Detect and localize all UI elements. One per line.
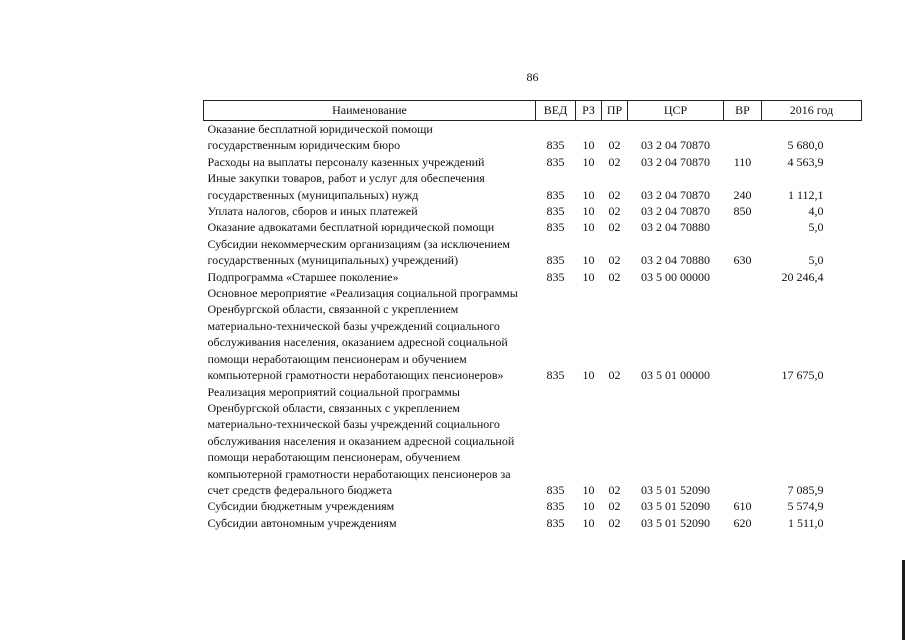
name-line: государственных (муниципальных) учреждений) xyxy=(207,253,459,268)
page-number: 86 xyxy=(526,70,539,84)
cell-year: 5,0 xyxy=(808,253,824,268)
cell-vr: 620 xyxy=(733,515,752,530)
header-row xyxy=(204,101,862,121)
cell-rz: 10 xyxy=(582,154,595,169)
cell-name xyxy=(204,203,536,219)
cell-vr: 110 xyxy=(733,154,752,169)
name-line: материально-технической базы учреждений социального xyxy=(207,318,500,333)
cell-pr: 02 xyxy=(608,220,621,235)
cell-ved: 835 xyxy=(546,515,565,530)
table-row xyxy=(204,203,862,219)
cell-ved: 835 xyxy=(546,499,565,514)
name-line: государственным юридическим бюро xyxy=(207,138,401,153)
cell-vr xyxy=(724,269,762,285)
cell-year: 1 112,1 xyxy=(787,187,824,202)
cell-ved: 835 xyxy=(546,269,565,284)
cell-csr: 03 2 04 70870 xyxy=(641,204,710,219)
name-line: Иные закупки товаров, работ и услуг для обеспечения xyxy=(207,171,485,186)
cell-name xyxy=(204,170,536,203)
header-rz: РЗ xyxy=(576,101,602,121)
cell-csr: 03 5 01 52090 xyxy=(641,482,710,497)
cell-vr xyxy=(724,121,762,154)
header-vr: ВР xyxy=(724,101,762,121)
cell-year: 5 680,0 xyxy=(787,138,824,153)
cell-csr: 03 2 04 70870 xyxy=(641,138,710,153)
cell-csr: 03 2 04 70880 xyxy=(641,253,710,268)
cell-vr: 610 xyxy=(733,499,752,514)
cell-pr: 02 xyxy=(608,187,621,202)
cell-vr xyxy=(724,219,762,235)
cell-csr: 03 5 01 00000 xyxy=(641,368,710,383)
cell-rz: 10 xyxy=(582,368,595,383)
table-row xyxy=(204,498,862,514)
cell-ved: 835 xyxy=(546,253,565,268)
name-line: Реализация мероприятий социальной программы xyxy=(207,384,460,399)
name-line: материально-технической базы учреждений социального xyxy=(207,417,500,432)
cell-pr: 02 xyxy=(608,269,621,284)
name-line: Расходы на выплаты персоналу казенных учреждений xyxy=(207,154,485,169)
cell-csr: 03 5 00 00000 xyxy=(641,269,710,284)
name-line: Оренбургской области, связанной с укреплением xyxy=(207,302,459,317)
cell-ved: 835 xyxy=(546,204,565,219)
name-line: Оренбургской области, связанных с укреплением xyxy=(207,400,460,415)
header-pr: ПР xyxy=(602,101,628,121)
cell-name xyxy=(204,269,536,285)
table-row xyxy=(204,285,862,383)
cell-csr: 03 5 01 52090 xyxy=(641,499,710,514)
name-line: Основное мероприятие «Реализация социальной программы xyxy=(207,286,518,301)
name-line: компьютерной грамотности неработающих пенсионеров за xyxy=(207,466,511,481)
cell-year: 5,0 xyxy=(808,220,824,235)
name-line: государственных (муниципальных) нужд xyxy=(207,187,419,202)
name-line: Подпрограмма «Старшее поколение» xyxy=(207,269,399,284)
cell-pr: 02 xyxy=(608,515,621,530)
cell-pr: 02 xyxy=(608,154,621,169)
header-csr: ЦСР xyxy=(628,101,724,121)
cell-ved: 835 xyxy=(546,154,565,169)
header-name: Наименование xyxy=(204,101,536,121)
budget-table xyxy=(203,100,862,531)
cell-pr: 02 xyxy=(608,138,621,153)
cell-year: 5 574,9 xyxy=(787,499,824,514)
cell-pr: 02 xyxy=(608,482,621,497)
cell-year: 4,0 xyxy=(808,204,824,219)
cell-rz: 10 xyxy=(582,482,595,497)
cell-ved: 835 xyxy=(546,482,565,497)
cell-year: 17 675,0 xyxy=(781,368,824,383)
cell-csr: 03 2 04 70880 xyxy=(641,220,710,235)
cell-rz: 10 xyxy=(582,269,595,284)
cell-ved: 835 xyxy=(546,368,565,383)
cell-ved: 835 xyxy=(546,220,565,235)
cell-vr xyxy=(724,384,762,499)
cell-year: 4 563,9 xyxy=(787,154,824,169)
cell-rz: 10 xyxy=(582,138,595,153)
cell-year: 7 085,9 xyxy=(787,482,824,497)
name-line: Оказание бесплатной юридической помощи xyxy=(207,122,433,136)
cell-csr: 03 2 04 70870 xyxy=(641,154,710,169)
cell-csr: 03 5 01 52090 xyxy=(641,515,710,530)
cell-rz: 10 xyxy=(582,187,595,202)
cell-pr: 02 xyxy=(608,368,621,383)
name-line: счет средств федерального бюджета xyxy=(207,482,393,497)
table-row xyxy=(204,121,862,154)
header-ved: ВЕД xyxy=(536,101,576,121)
cell-year: 1 511,0 xyxy=(787,515,824,530)
table-row xyxy=(204,170,862,203)
cell-name xyxy=(204,285,536,383)
table-row xyxy=(204,154,862,170)
cell-pr: 02 xyxy=(608,499,621,514)
cell-name xyxy=(204,236,536,269)
cell-pr: 02 xyxy=(608,253,621,268)
cell-name xyxy=(204,498,536,514)
table-row xyxy=(204,219,862,235)
table-row xyxy=(204,236,862,269)
table-row xyxy=(204,269,862,285)
cell-year: 20 246,4 xyxy=(781,269,824,284)
budget-table-container xyxy=(203,100,861,531)
name-line: Оказание адвокатами бесплатной юридической помощи xyxy=(207,220,495,235)
table-row xyxy=(204,515,862,531)
name-line: Субсидии бюджетным учреждениям xyxy=(207,499,395,514)
name-line: Субсидии автономным учреждениям xyxy=(207,515,397,530)
name-line: компьютерной грамотности неработающих пенсионеров» xyxy=(207,368,504,383)
cell-name xyxy=(204,154,536,170)
cell-ved: 835 xyxy=(546,138,565,153)
name-line: обслуживания населения, оказанием адресной социальной xyxy=(207,335,508,350)
table-header xyxy=(204,101,862,121)
cell-pr: 02 xyxy=(608,204,621,219)
header-year: 2016 год xyxy=(762,101,862,121)
cell-name xyxy=(204,219,536,235)
cell-name xyxy=(204,515,536,531)
name-line: помощи неработающим пенсионерам и обучением xyxy=(207,351,467,366)
cell-rz: 10 xyxy=(582,515,595,530)
table-body xyxy=(204,121,862,532)
cell-vr: 850 xyxy=(733,204,752,219)
cell-name xyxy=(204,121,536,154)
cell-vr xyxy=(724,285,762,383)
cell-csr: 03 2 04 70870 xyxy=(641,187,710,202)
cell-rz: 10 xyxy=(582,499,595,514)
cell-vr: 630 xyxy=(733,253,752,268)
name-line: Субсидии некоммерческим организациям (за исключением xyxy=(207,236,511,251)
name-line: помощи неработающим пенсионерам, обучением xyxy=(207,450,461,465)
cell-vr: 240 xyxy=(733,187,752,202)
table-row xyxy=(204,384,862,499)
name-line: Уплата налогов, сборов и иных платежей xyxy=(207,204,418,219)
name-line: обслуживания населения и оказанием адресной социальной xyxy=(207,433,515,448)
cell-rz: 10 xyxy=(582,220,595,235)
cell-rz: 10 xyxy=(582,204,595,219)
cell-ved: 835 xyxy=(546,187,565,202)
cell-rz: 10 xyxy=(582,253,595,268)
cell-name xyxy=(204,384,536,499)
